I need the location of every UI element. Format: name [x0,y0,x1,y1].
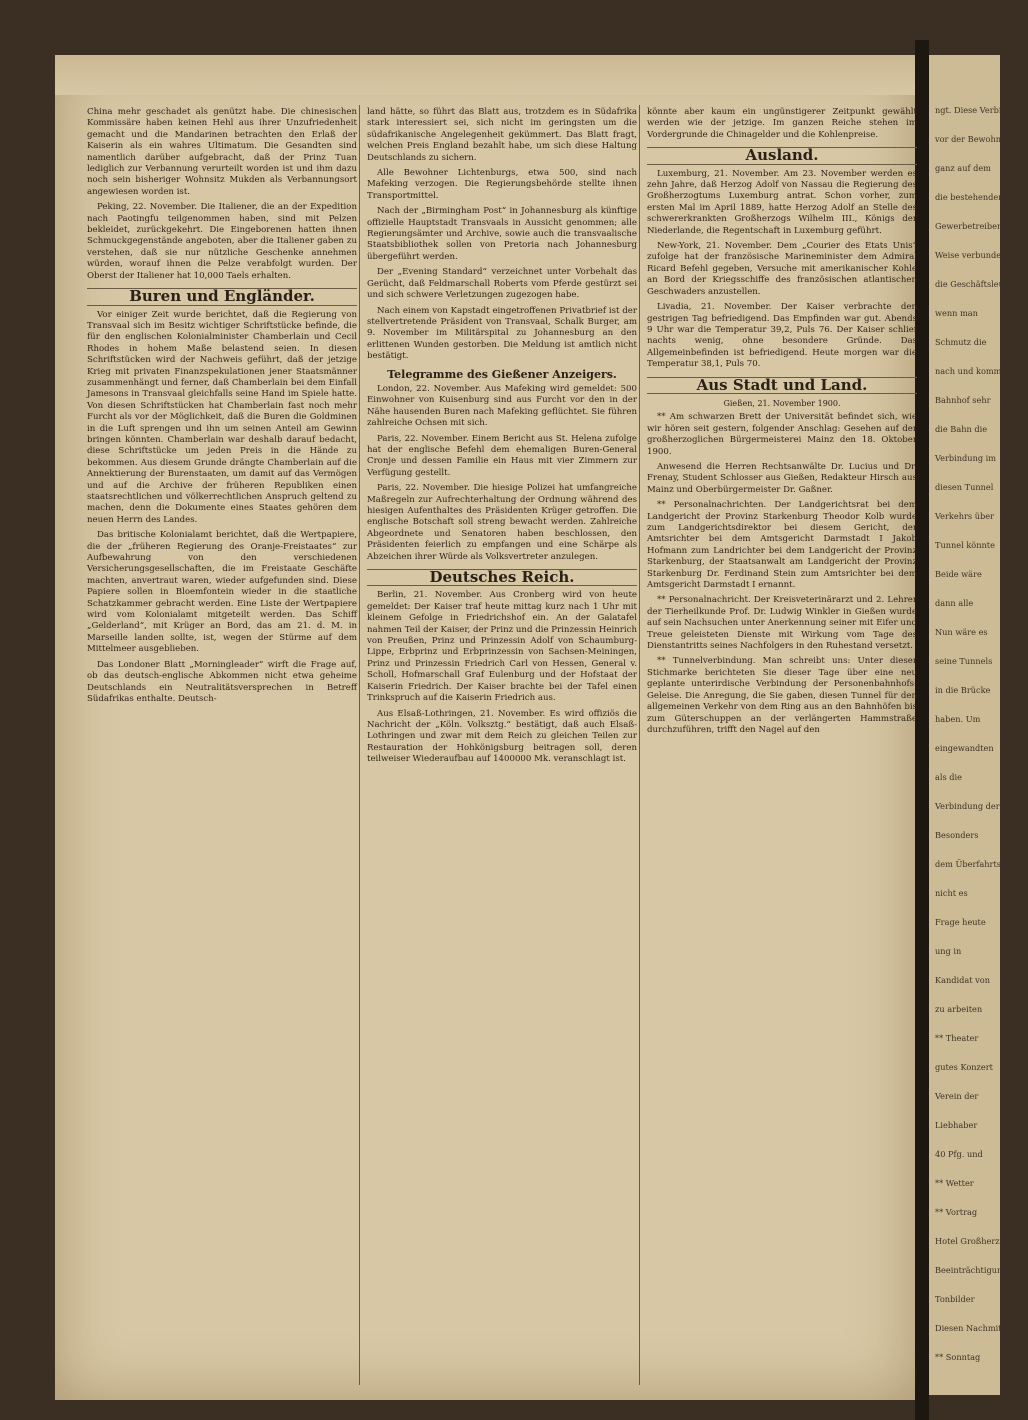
adjacent-page-line: dann alle [935,598,974,608]
roberts-report: Der „Evening Standard“ verzeichnet unter Vorbehalt das Gerücht, daß Feldmarschall Roberts vom Pferde gestürzt sei und sich schwere Verletzungen zugezogen habe. [367,267,637,301]
column-3 [647,107,917,740]
headline-stadt-land: Aus Stadt und Land. [647,377,917,394]
peking-report: Peking, 22. November. Die Italiener, die an der Expedition nach Paotingfu teilgenommen haben, sind mit Pelzen bekleidet, zurückgekehrt. Die Eingeborenen hatten ihnen Schmuckgegenstände angeboten, aber die Italiener gaben zu verstehen, daß sie nur nützliche Geschenke annehmen würden, worauf ihnen die Pelze verabfolgt wurden. Der Oberst der Italiener hat 10,000 Taels erhalten. [87,202,357,281]
burger-report: Nach einem von Kapstadt eingetroffenen Privatbrief ist der stellvertretende Präsident von Transvaal, Schalk Burger, am 9. November im Militärspital zu Johannesburg an den erlittenen Wunden gestorben. Die Meldung ist amtlich nicht bestätigt. [367,305,637,362]
telegram-paris-2: Paris, 22. November. Die hiesige Polizei hat umfangreiche Maßregeln zur Aufrechterhaltung der Ordnung während des hiesigen Aufenthaltes des Präsidenten Krüger getroffen. Die englische Botschaft soll streng bewacht werden. Zahlreiche Abgeordnete und Senatoren haben beschlossen, den Präsidenten feierlich zu empfangen und eine Schärpe als Abzeichen ihrer Würde als Volksvertreter anzulegen. [367,483,637,562]
dateline: Gießen, 21. November 1900. [723,398,841,408]
adjacent-page-line: Besonders [935,830,979,840]
telegram-paris-1: Paris, 22. November. Einem Bericht aus St. Helena zufolge hat der englische Befehl dem ehemaligen Buren-General Cronje und dessen Familie ein Haus mit vier Zimmern zur Verfügung gestellt. [367,433,637,478]
adjacent-page-line: ** Wetter [935,1178,974,1188]
universitaet-notice: ** Am schwarzen Brett der Universität befindet sich, wie wir hören seit gestern, folgender Anschlag: Gesehen auf der großherzoglichen Bürgermeisterei Mainz den 18. Oktober 1900. [647,412,917,457]
buren-article-2: Das britische Kolonialamt berichtet, daß die Wertpapiere, die der „früheren Regierung des Oranje-Freistaates“ zur Aufbewahrung von den verschiedenen Versicherungsgesellschaften, die im Freistaate Geschäfte machten, anvertraut waren, wieder aufgefunden sind. Diese Papiere sollen in Bloemfontein wieder in die staatliche Schatzkammer gebracht werden. Eine Liste der Wertpapiere wird vom Kolonialamt mitgeteilt werden. Das Schiff „Gelderland“, mit Krüger an Bord, das am 21. d. M. in Marseille landen sollte, ist, wegen der Stürme auf dem Mittelmeer ausgeblieben. [87,530,357,655]
adjacent-page-line: gutes Konzert [935,1062,993,1072]
johannesburg-report: Nach der „Birmingham Post“ in Johannesburg als künftige offizielle Hauptstadt Transvaals in Aussicht genommen; alle Regierungsämter und Archive, sowie auch die transvaalische Staatsbibliothek sollen von Pretoria nach Johannesburg übergeführt werden. [367,206,637,262]
column-2 [367,107,637,770]
adjacent-page-line: Verein der [935,1091,979,1101]
adjacent-page-line: Schmutz die [935,337,987,347]
adjacent-page-line: als die [935,772,963,782]
personal-2: ** Personalnachricht. Der Kreisveterinärarzt und 2. Lehrer der Tierheilkunde Prof. Dr. Ludwig Winkler in Gießen wurde auf sein Nachsuchen unter Anerkennung seiner mit Eifer und Treue geleisteten Dienste mit Wirkung vom Tage des Dienstantritts seines Nachfolgers in den Ruhestand versetzt. [647,595,917,652]
adjacent-page-line: ngt. Diese Verbindung [935,105,1028,115]
adjacent-page-text [929,55,1028,1363]
adjacent-page-line: nicht es [935,888,968,898]
adjacent-page-line: Weise verbunden [935,250,1007,260]
col2-continued: land hätte, so führt das Blatt aus, trotzdem es in Südafrika stark interessiert sei, sich nicht im geringsten um die südafrikanische Angelegenheit gekümmert. Das Blatt fragt, welchen Preis England bezahlt habe, um sich diese Haltung Deutschlands zu sichern. [367,107,637,163]
adjacent-page-line: Bahnhof sehr [935,395,991,405]
adjacent-page-line: dem Überfahrtsw [935,859,1008,869]
anwesend-notice: Anwesend die Herren Rechtsanwälte Dr. Lucius und Dr. Frenay, Student Schlosser aus Gießen, Redakteur Hirsch aus Mainz und Oberbürgermeister Dr. Gaßner. [647,461,917,495]
col3-continued: könnte aber kaum ein ungünstigerer Zeitpunkt gewählt werden wie der jetzige. Im ganzen Reiche stehen im Vordergrunde die Chinagelder und die Kohlenpreise. [647,107,917,140]
adjacent-page-line: Diesen Nachmittag [935,1323,1015,1333]
newspaper-page [55,55,915,1400]
page-top-shadow [55,55,915,95]
adjacent-page-line: Hotel Großherzog [935,1236,1010,1246]
lichtenburg-report: Alle Bewohner Lichtenburgs, etwa 500, sind nach Mafeking verzogen. Die Regierungsbehörde stellte ihnen Transportmittel. [367,168,637,201]
headline-deutsches-reich: Deutsches Reich. [367,569,637,586]
headline-buren-englaender: Buren und Engländer. [87,288,357,305]
adjacent-page-line: Tunnel könnte [935,540,995,550]
adjacent-page-line: die Geschäftsleute [935,279,1013,289]
adjacent-page-line: Verbindung im [935,453,997,463]
book-spine [915,40,929,1420]
telegram-london: London, 22. November. Aus Mafeking wird gemeldet: 500 Einwohner von Kuisenburg sind aus Furcht vor den in der Nähe hausenden Buren nach Mafeking geflüchtet. Sie führen zahlreiche Ochsen mit sich. [367,383,637,429]
elsass-report: Aus Elsaß-Lothringen, 21. November. Es wird offiziös die Nachricht der „Köln. Volksztg.“ bestätigt, daß auch Elsaß-Lothringen und zwar mit dem Reich zu gleichen Teilen zur Restauration der Hohkönigsburg beitragen soll, deren teilweiser Wiederaufbau auf 1400000 Mk. veranschlagt ist. [367,708,637,765]
adjacent-page-line: ** Theater [935,1033,979,1043]
adjacent-page-line: ung in [935,946,962,956]
headline-telegramme: Telegramme des Gießener Anzeigers. [387,367,617,381]
adjacent-page-line: ganz auf dem [935,163,991,173]
adjacent-page-line: seine Tunnels [935,656,993,666]
buren-article-3: Das Londoner Blatt „Morningleader“ wirft die Frage auf, ob das deutsch-englische Abkommen nicht etwa geheime Deutschlands ein Neutralitätsversprechen in Betreff Südafrikas enthalte. Deutsch- [87,659,357,704]
adjacent-page-line: die Bahn die [935,424,988,434]
tunnel-report: ** Tunnelverbindung. Man schreibt uns: Unter dieser Stichmarke berichteten Sie dieser Tage über eine neu geplante unterirdische Verbindung der Personenbahnhofs-Geleise. Die Anregung, die Sie gaben, diesen Tunnel für den allgemeinen Verkehr von dem Ring aus an den Bahnhöfen bis zum Güterschuppen an der verlängerten Hammstraße durchzuführen, trifft den Nagel auf den [647,656,917,735]
luxemburg-report: Luxemburg, 21. November. Am 23. November werden es zehn Jahre, daß Herzog Adolf von Nassau die Regierung des Großherzogtums Luxemburg antrat. Schon vorher, zum ersten Mal im April 1889, hatte Herzog Adolf an Stelle des schwererkrankten Großherzogs Wilhelm III., Königs der Niederlande, die Regentschaft in Luxemburg geführt. [647,168,917,236]
adjacent-page-line: Kandidat von [935,975,990,985]
adjacent-page-line: Frage heute [935,917,986,927]
column-rule-1 [359,105,360,1385]
adjacent-page-line: vor der Bewohner [935,134,1010,144]
adjacent-page-line: Verkehrs über [935,511,994,521]
adjacent-page-line: eingewandten [935,743,994,753]
adjacent-page-line: wenn man [935,308,978,318]
adjacent-page-line: zu arbeiten [935,1004,983,1014]
adjacent-page-line: nach und kommen [935,366,1012,376]
adjacent-page-line: Tonbilder [935,1294,975,1304]
headline-ausland: Ausland. [647,147,917,164]
newyork-report: New-York, 21. November. Dem „Courier des Etats Unis“ zufolge hat der französische Marineminister dem Admiral Ricard Befehl gegeben, Versuche mit amerikanischer Kohle an Bord der Kriegsschiffe des französischen atlantischen Geschwaders anzustellen. [647,241,917,297]
adjacent-page-line: Beeinträchtigung [935,1265,1008,1275]
adjacent-page-line: Liebhaber [935,1120,978,1130]
personal-1: ** Personalnachrichten. Der Landgerichtsrat bei dem Landgericht der Provinz Starkenburg Theodor Kolb wurde zum Landgerichtsdirektor bei diesem Gericht, der Amtsrichter bei dem Amtsgericht Darmstadt I Jakob Hofmann zum Landrichter bei dem Landgericht der Provinz Starkenburg, der Staatsanwalt am Landgericht der Provinz Starkenburg Dr. Ferdinand Stein zum Amtsrichter bei dem Amtsgericht Darmstadt I ernannt. [647,500,917,591]
adjacent-page-line: ** Vortrag [935,1207,978,1217]
adjacent-page-line: diesen Tunnel [935,482,994,492]
adjacent-page-line: Nun wäre es [935,627,988,637]
adjacent-page-line: Beide wäre [935,569,982,579]
adjacent-page-line: Gewerbetreibenden [935,221,1018,231]
berlin-report: Berlin, 21. November. Aus Cronberg wird von heute gemeldet: Der Kaiser traf heute mittag kurz nach 1 Uhr mit kleinem Gefolge in Friedrichshof ein. An der Galatafel nahmen Teil der Kaiser, der Prinz und die Prinzessin Heinrich von Preußen, Prinz und Prinzessin Adolf von Schaumburg-Lippe, Erbprinz und Erbprinzessin von Sachsen-Meiningen, Prinz und Prinzessin Friedrich Carl von Hessen, General v. Scholl, Hofmarschall Graf Eulenburg und der Hofstaat der Kaiserin Friedrich. Der Kaiser brachte bei der Tafel einen Trinkspruch auf die Kaiserin Friedrich aus. [367,590,637,704]
livadia-report: Livadia, 21. November. Der Kaiser verbrachte den gestrigen Tag befriedigend. Das Empfinden war gut. Abends 9 Uhr war die Temperatur 39,2, Puls 76. Der Kaiser schlief nachts wenig, ohne besondere Gründe. Das Allgemeinbefinden ist befriedigend. Heute morgen war die Temperatur 38,1, Puls 70. [647,302,917,370]
adjacent-page-line: 40 Pfg. und [935,1149,983,1159]
adjacent-page-line: Verbindung der [935,801,1000,811]
column-1 [87,107,357,709]
china-article-end: China mehr geschadet als genützt habe. Die chinesischen Kommissäre haben keinen Hehl aus ihrer Unzufriedenheit gemacht und die Mandarinen betrachten den Erlaß der Kaiserin als ein wahres Ultimatum. Die Gesandten sind namentlich darüber aufgebracht, daß der Prinz Tuan lediglich zur Verbannung verurteilt worden ist und ihm dazu noch sein bisheriger Wohnsitz Mukden als Verbannungsort angewiesen worden ist. [87,107,357,197]
adjacent-page-line: in die Brücke [935,685,991,695]
adjacent-page-line: die bestehenden [935,192,1004,202]
buren-article-1: Vor einiger Zeit wurde berichtet, daß die Regierung von Transvaal sich im Besitz wichtiger Schriftstücke befinde, die für den englischen Kolonialminister Chamberlain und Cecil Rhodes in hohem Maße belastend seien. In diesen Schriftstücken wird der Nachweis geführt, daß der jetzige Krieg mit privaten Finanzspekulationen jener Staatsmänner zusammenhängt und ferner, daß Chamberlain bei dem Einfall Jamesons in Transvaal gleichfalls seine Hand im Spiele hatte. Von diesen Schriftstücken hat Chamberlain fast noch mehr Furcht als vor der Möglichkeit, daß die Buren die Goldminen in die Luft sprengen und ihn um seinen Anteil am Gewinn bringen könnten. Chamberlain war deshalb darauf bedacht, diese Schriftstücke um jeden Preis in die Hände zu bekommen. Aus diesem Grunde drängte Chamberlain auf die Annektierung der Burenstaaten, um damit auf das Vermögen und auf die Archive der früheren Republiken einen staatsrechtlichen und völkerrechtlichen Anspruch geltend zu machen, denn die Dokumente eines Staates gehören dem neuen Herrn des Landes. [87,309,357,525]
column-rule-2 [639,105,640,1385]
adjacent-page [929,55,1028,1395]
adjacent-page-line: haben. Um [935,714,981,724]
adjacent-page-line: ** Sonntag [935,1352,981,1362]
